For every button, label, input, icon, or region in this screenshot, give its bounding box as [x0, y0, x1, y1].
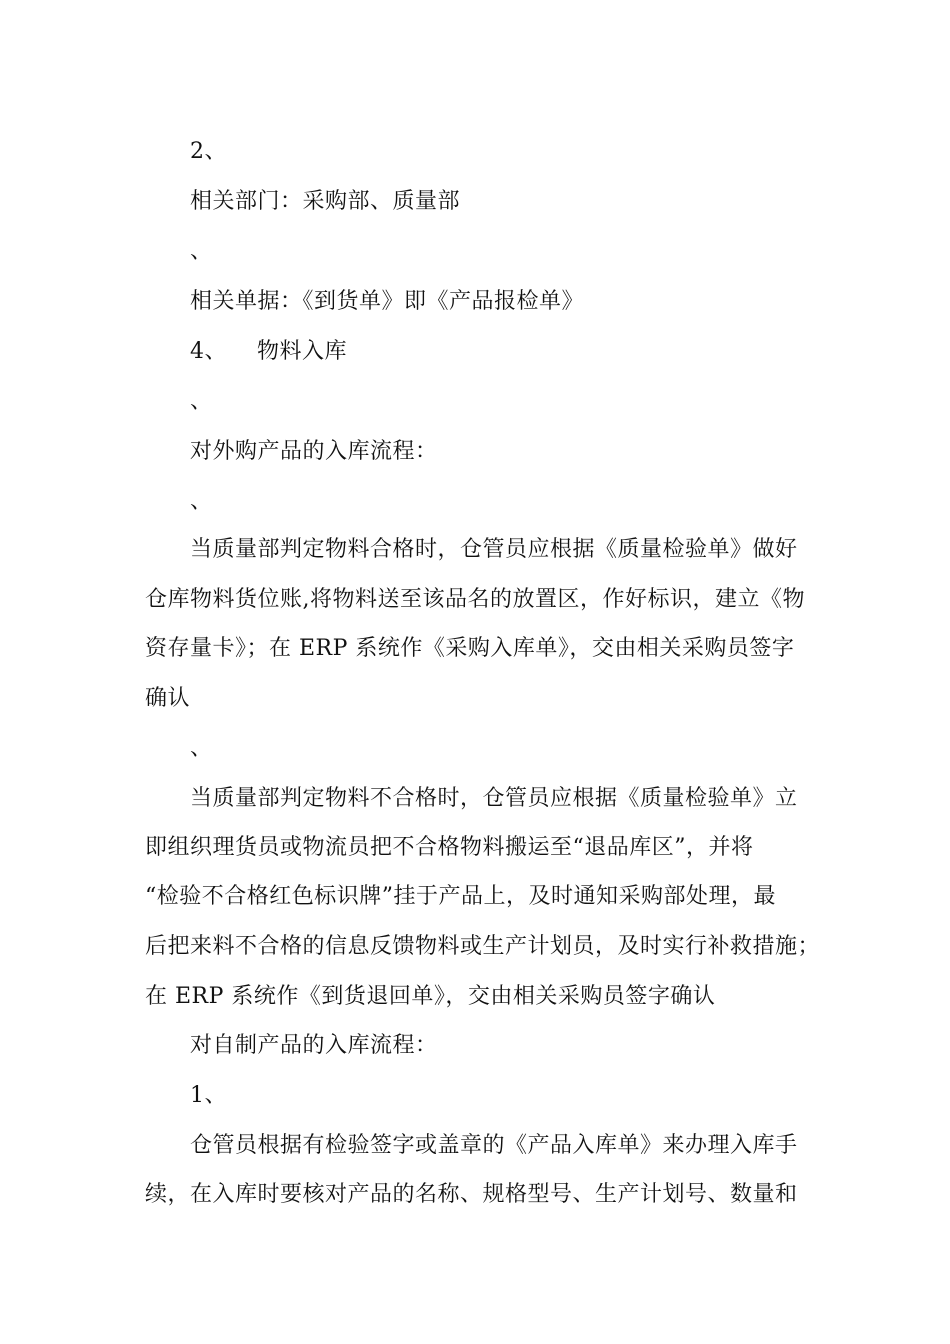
- text-line: 、: [190, 489, 213, 514]
- list-number: 4、: [190, 339, 227, 364]
- text-line: 当质量部判定物料不合格时，仓管员应根据《质量检验单》立: [190, 786, 798, 811]
- text-line: 相关部门：采购部、质量部: [190, 189, 461, 214]
- text-line: 仓库物料货位账,将物料送至该品名的放置区，作好标识，建立《物: [145, 587, 805, 612]
- text-line: 确认: [145, 686, 191, 711]
- text-line: 、: [190, 736, 213, 761]
- text-line: 、: [190, 389, 213, 414]
- text-line: 即组织理货员或物流员把不合格物料搬运至“退品库区”，并将: [145, 835, 754, 860]
- text-line: 1、: [190, 1083, 227, 1108]
- text-line: 续，在入库时要核对产品的名称、规格型号、生产计划号、数量和: [145, 1182, 798, 1207]
- text-line: 2、: [190, 139, 227, 164]
- text-line: 相关单据：《到货单》即《产品报检单》: [190, 289, 585, 314]
- text-line: [190, 337, 347, 367]
- text-line: 仓管员根据有检验签字或盖章的《产品入库单》来办理入库手: [190, 1133, 798, 1158]
- text-line: 资存量卡》；在 ERP 系统作《采购入库单》，交由相关采购员签字: [145, 636, 795, 661]
- text-line: 对自制产品的入库流程：: [190, 1033, 438, 1058]
- text-line: 后把来料不合格的信息反馈物料或生产计划员，及时实行补救措施；: [145, 934, 821, 959]
- list-title: 物料入库: [257, 339, 348, 364]
- text-line: 、: [190, 239, 213, 264]
- text-line: 对外购产品的入库流程：: [190, 439, 438, 464]
- text-line: 当质量部判定物料合格时，仓管员应根据《质量检验单》做好: [190, 537, 798, 562]
- text-line: “检验不合格红色标识牌”挂于产品上，及时通知采购部处理，最: [145, 884, 776, 909]
- text-line: 在 ERP 系统作《到货退回单》，交由相关采购员签字确认: [145, 984, 716, 1009]
